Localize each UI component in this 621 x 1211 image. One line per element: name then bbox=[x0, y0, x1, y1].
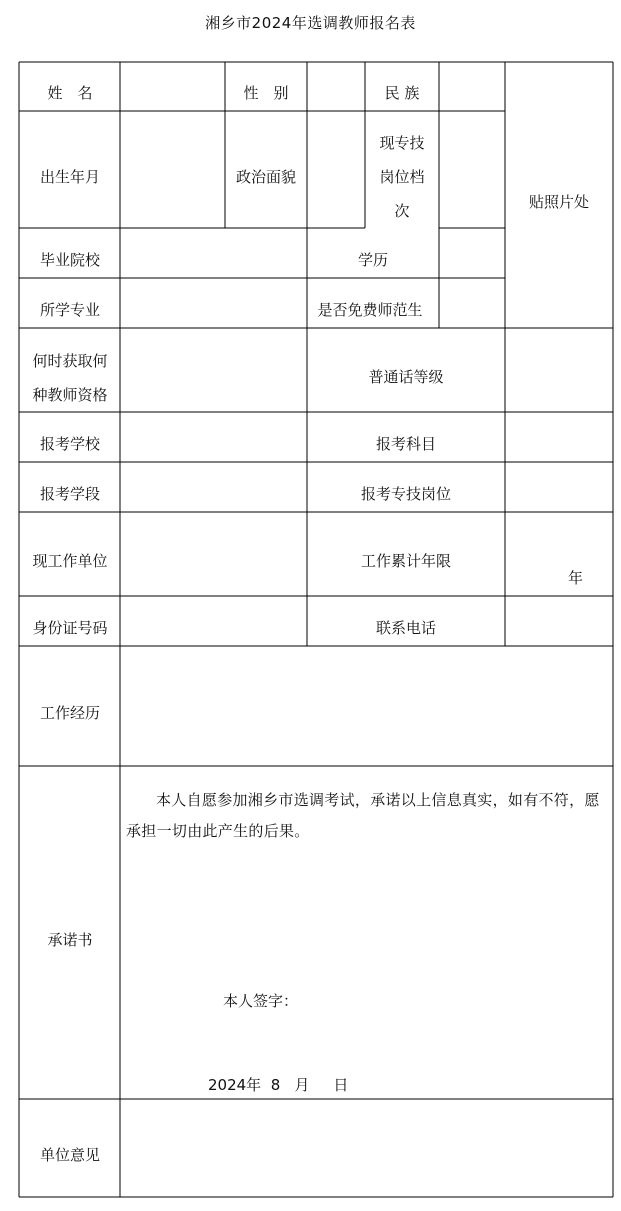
pledge-text: 本人自愿参加湘乡市选调考试，承诺以上信息真实，如有不符，愿承担一切由此产生的后果。 bbox=[126, 791, 600, 840]
label-apply-subject: 报考科目 bbox=[375, 435, 437, 453]
label-politics: 政治面貌 bbox=[235, 168, 297, 186]
label-pledge: 承诺书 bbox=[47, 931, 93, 949]
label-gender: 性 别 bbox=[243, 84, 289, 102]
photo-placeholder: 贴照片处 bbox=[528, 193, 590, 211]
label-apply-post: 报考专技岗位 bbox=[360, 485, 452, 503]
school-field[interactable] bbox=[121, 229, 306, 277]
label-id-number: 身份证号码 bbox=[32, 619, 108, 637]
rank-field[interactable] bbox=[440, 112, 504, 227]
label-phone: 联系电话 bbox=[375, 619, 437, 637]
label-unit-opinion: 单位意见 bbox=[39, 1146, 101, 1164]
free-normal-field[interactable] bbox=[440, 279, 504, 327]
id-number-field[interactable] bbox=[121, 597, 306, 645]
form-title: 湘乡市2024年选调教师报名表 bbox=[205, 14, 416, 32]
gender-field[interactable] bbox=[308, 63, 364, 110]
education-field[interactable] bbox=[440, 229, 504, 277]
label-certificate-line2: 种教师资格 bbox=[32, 386, 108, 404]
label-workplace: 现工作单位 bbox=[32, 552, 108, 570]
putonghua-field[interactable] bbox=[506, 329, 612, 411]
phone-field[interactable] bbox=[506, 597, 612, 645]
label-free-normal: 是否免费师范生 bbox=[317, 301, 423, 319]
pledge-date: 2024年 8 月 日 bbox=[208, 1076, 349, 1094]
work-years-field[interactable] bbox=[506, 513, 612, 595]
label-rank-line1: 现专技 bbox=[379, 134, 425, 152]
signature-label: 本人签字： bbox=[223, 992, 299, 1010]
workplace-field[interactable] bbox=[121, 513, 306, 595]
apply-school-field[interactable] bbox=[121, 413, 306, 461]
label-birth: 出生年月 bbox=[39, 168, 101, 186]
birth-field[interactable] bbox=[121, 112, 224, 227]
experience-field[interactable] bbox=[121, 647, 612, 765]
label-name: 姓 名 bbox=[47, 84, 93, 102]
label-rank bbox=[367, 126, 437, 228]
label-putonghua: 普通话等级 bbox=[368, 368, 444, 386]
label-rank-line3: 次 bbox=[394, 202, 410, 220]
label-school: 毕业院校 bbox=[39, 251, 101, 269]
label-ethnicity: 民 族 bbox=[384, 84, 420, 102]
ethnicity-field[interactable] bbox=[440, 63, 504, 110]
signature-field[interactable] bbox=[300, 985, 500, 1011]
label-rank-line2: 岗位档 bbox=[379, 168, 425, 186]
year-unit: 年 bbox=[568, 569, 584, 587]
apply-stage-field[interactable] bbox=[121, 463, 306, 511]
politics-field[interactable] bbox=[308, 112, 364, 227]
unit-opinion-field[interactable] bbox=[121, 1100, 612, 1196]
label-apply-stage: 报考学段 bbox=[39, 485, 101, 503]
major-field[interactable] bbox=[121, 279, 306, 327]
label-certificate bbox=[20, 344, 120, 412]
label-major: 所学专业 bbox=[39, 301, 101, 319]
apply-subject-field[interactable] bbox=[506, 413, 612, 461]
name-field[interactable] bbox=[121, 63, 224, 110]
label-apply-school: 报考学校 bbox=[39, 435, 101, 453]
label-experience: 工作经历 bbox=[39, 704, 101, 722]
label-education: 学历 bbox=[357, 251, 389, 269]
label-certificate-line1: 何时获取何 bbox=[32, 352, 108, 370]
apply-post-field[interactable] bbox=[506, 463, 612, 511]
label-work-years: 工作累计年限 bbox=[360, 552, 452, 570]
certificate-field[interactable] bbox=[121, 329, 306, 411]
